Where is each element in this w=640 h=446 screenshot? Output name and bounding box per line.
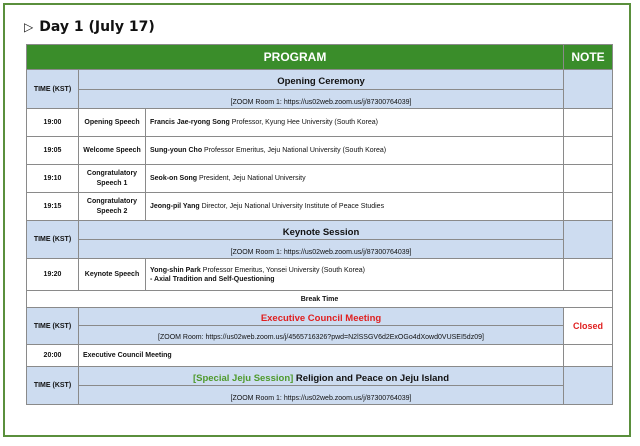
row-time: 19:00 bbox=[27, 109, 79, 137]
triangle-icon: ▷ bbox=[24, 20, 34, 34]
opening-zoom-row bbox=[27, 90, 613, 109]
table-row bbox=[27, 193, 613, 221]
row-time: 19:15 bbox=[27, 193, 79, 221]
note-cell bbox=[564, 137, 613, 165]
row-desc: Executive Council Meeting bbox=[79, 345, 564, 367]
speaker-name: Francis Jae-ryong Song bbox=[150, 119, 230, 126]
row-time: 20:00 bbox=[27, 345, 79, 367]
table-header-row bbox=[27, 45, 613, 70]
row-desc bbox=[146, 259, 564, 291]
jeju-zoom-link[interactable]: [ZOOM Room 1: https://us02web.zoom.us/j/87300764039] bbox=[79, 386, 564, 405]
keynote-subtitle: - Axial Tradition and Self-Questioning bbox=[150, 275, 275, 283]
jeju-zoom-row bbox=[27, 386, 613, 405]
exec-zoom-link[interactable]: [ZOOM Room: https://us02web.zoom.us/j/4565716326?pwd=N2lSSGV6d2ExOGo4dXowd0VUSEI5dz09] bbox=[79, 326, 564, 345]
keynote-title: Keynote Session bbox=[79, 221, 564, 240]
note-cell bbox=[564, 70, 613, 109]
day-heading bbox=[24, 19, 155, 35]
time-label: TIME (KST) bbox=[27, 367, 79, 405]
note-cell bbox=[564, 221, 613, 259]
speaker-name: Sung-youn Cho bbox=[150, 147, 203, 154]
opening-title: Opening Ceremony bbox=[79, 70, 564, 90]
note-cell bbox=[564, 165, 613, 193]
note-cell bbox=[564, 367, 613, 405]
row-label: Congratulatory Speech 1 bbox=[79, 165, 146, 193]
time-label: TIME (KST) bbox=[27, 221, 79, 259]
table-row bbox=[27, 345, 613, 367]
note-cell bbox=[564, 109, 613, 137]
table-row bbox=[27, 109, 613, 137]
exec-session-row bbox=[27, 308, 613, 326]
speaker-role: Director, Jeju National University Institute of Peace Studies bbox=[199, 203, 385, 210]
jeju-title bbox=[79, 367, 564, 386]
closed-note: Closed bbox=[564, 308, 613, 345]
row-desc bbox=[146, 165, 564, 193]
break-row bbox=[27, 291, 613, 308]
day-title: Day 1 (July 17) bbox=[39, 19, 155, 35]
program-header: PROGRAM bbox=[27, 45, 564, 70]
speaker-role: Professor Emeritus, Yonsei University (South Korea) bbox=[200, 266, 366, 274]
row-desc bbox=[146, 137, 564, 165]
note-cell bbox=[564, 345, 613, 367]
row-label: Welcome Speech bbox=[79, 137, 146, 165]
row-label: Keynote Speech bbox=[79, 259, 146, 291]
row-time: 19:05 bbox=[27, 137, 79, 165]
keynote-session-row bbox=[27, 221, 613, 240]
row-desc bbox=[146, 193, 564, 221]
speaker-name: Jeong-pil Yang bbox=[150, 203, 200, 210]
speaker-name: Yong-shin Park bbox=[150, 266, 201, 274]
exec-zoom-row bbox=[27, 326, 613, 345]
note-header: NOTE bbox=[564, 45, 613, 70]
row-desc bbox=[146, 109, 564, 137]
exec-title: Executive Council Meeting bbox=[79, 308, 564, 326]
table-row bbox=[27, 165, 613, 193]
note-cell bbox=[564, 259, 613, 291]
time-label: TIME (KST) bbox=[27, 308, 79, 345]
row-label: Congratulatory Speech 2 bbox=[79, 193, 146, 221]
opening-zoom-link[interactable]: [ZOOM Room 1: https://us02web.zoom.us/j/87300764039] bbox=[79, 90, 564, 109]
table-row bbox=[27, 137, 613, 165]
keynote-zoom-row bbox=[27, 240, 613, 259]
break-time-label: Break Time bbox=[27, 291, 613, 308]
speaker-name: Seok-on Song bbox=[150, 175, 198, 182]
row-time: 19:20 bbox=[27, 259, 79, 291]
speaker-role: Professor Emeritus, Jeju National University (South Korea) bbox=[202, 147, 387, 154]
speaker-role: Professor, Kyung Hee University (South Korea) bbox=[229, 119, 378, 126]
time-label: TIME (KST) bbox=[27, 70, 79, 109]
row-time: 19:10 bbox=[27, 165, 79, 193]
jeju-session-row bbox=[27, 367, 613, 386]
keynote-zoom-link[interactable]: [ZOOM Room 1: https://us02web.zoom.us/j/87300764039] bbox=[79, 240, 564, 259]
jeju-title-text: Religion and Peace on Jeju Island bbox=[293, 372, 450, 384]
program-table bbox=[26, 44, 613, 405]
table-row bbox=[27, 259, 613, 291]
row-label: Opening Speech bbox=[79, 109, 146, 137]
special-session-tag: [Special Jeju Session] bbox=[192, 372, 294, 384]
note-cell bbox=[564, 193, 613, 221]
opening-session-row bbox=[27, 70, 613, 90]
speaker-role: President, Jeju National University bbox=[197, 175, 306, 182]
